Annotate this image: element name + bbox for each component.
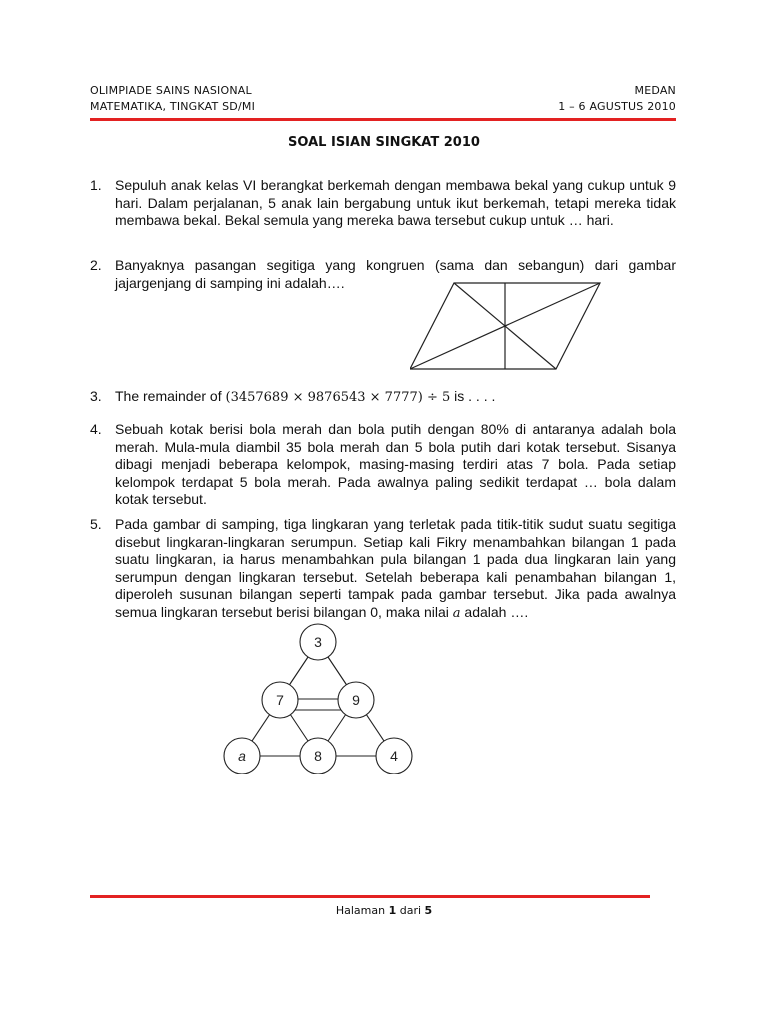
header-divider [90,118,676,121]
question-number: 5. [90,516,102,532]
header-date: 1 – 6 AGUSTUS 2010 [558,100,676,113]
footer-page-total: 5 [424,904,433,917]
circle-label-mid-left: 7 [276,692,284,708]
footer-divider [90,895,650,898]
question-text [115,388,676,407]
page-footer [0,904,768,917]
math-expression: (3457689 × 9876543 × 7777) ÷ 5 [225,390,451,405]
question-1 [90,177,676,230]
question-text-end: adalah …. [460,603,529,620]
question-text-after: is . . . . [450,388,496,404]
circle-label-mid-right: 9 [352,692,360,708]
question-4 [90,421,676,509]
header-subject-level: MATEMATIKA, TINGKAT SD/MI [90,100,256,113]
question-text-before: The remainder of [115,388,226,404]
question-text: Banyaknya pasangan segitiga yang kongruen (sama dan sebangun) dari gambar jajargenjang di samping ini adalah…. [115,257,676,291]
question-text-main: Pada gambar di samping, tiga lingkaran yang terletak pada titik-titik sudut suatu segitiga disebut lingkaran-lingkaran serumpun. Setiap kali Fikry menambahkan bilangan 1 pada suatu lingkaran, ia harus menambahkan pula bilangan 1 pada dua lingkaran lain yang serumpun dengan lingkaran tersebut. Setelah beberapa kali penambahan bilangan 1, diperoleh susunan bilangan seperti tampak pada gambar tersebut. Jika pada awalnya semua lingkaran tersebut berisi bilangan 0, maka nilai [115,516,676,620]
question-number: 3. [90,388,102,404]
header-location: MEDAN [634,84,676,97]
math-variable: a [452,605,461,621]
footer-middle: dari [396,904,425,917]
parallelogram-figure [410,281,606,371]
circle-label-bottom-mid: 8 [314,748,322,764]
circle-label-bottom-right: 4 [390,748,398,764]
question-text: Sebuah kotak berisi bola merah dan bola putih dengan 80% di antaranya adalah bola merah. Mula-mula diambil 35 bola merah dan 5 bola putih dari kotak tersebut. Sisanya dibagi menjadi beberapa kelompok, masing-masing terdiri atas 7 bola. Pada setiap kelompok terdapat 5 bola merah. Pada awalnya paling sedikit terdapat … bola dalam kotak tersebut. [115,421,676,507]
question-text: Sepuluh anak kelas VI berangkat berkemah dengan membawa bekal yang cukup untuk 9 hari. Dalam perjalanan, 5 anak lain bergabung untuk ikut berkemah, tetapi mereka tidak membawa bekal. Bekal semula yang mereka bawa tersebut cukup untuk … hari. [115,177,676,228]
question-number: 1. [90,177,102,193]
page-title: SOAL ISIAN SINGKAT 2010 [288,135,480,150]
circles-triangle-figure [220,622,416,774]
question-number: 4. [90,421,102,437]
question-text [115,516,676,622]
footer-page-number: 1 [388,904,397,917]
question-3 [90,388,676,407]
circle-label-top: 3 [314,634,322,650]
circle-label-bottom-left: a [238,748,246,764]
question-5 [90,516,676,622]
question-number: 2. [90,257,102,273]
footer-prefix: Halaman [335,904,389,917]
header-olympiad-name: OLIMPIADE SAINS NASIONAL [90,84,252,97]
